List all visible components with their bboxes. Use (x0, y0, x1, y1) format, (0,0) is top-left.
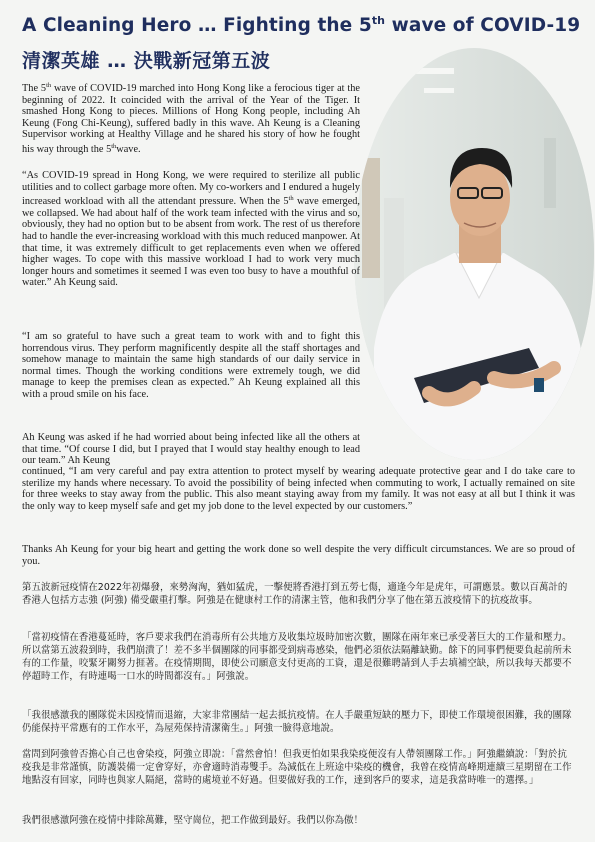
chinese-paragraph-quote-3: 當問到阿強曾否擔心自己也會染疫，阿強立即說：「當然會怕！但我更怕如果我染疫便沒有人帶領團隊工作。」阿強繼續說：「對於抗疫我是非常謹慎，防護裝備一定會穿好，亦會適時消毒雙手。為減低在上班途中染疫的機會，我曾在疫情高峰期連續三星期留在工作地點沒有回家，同時也與家人隔絕，當時的處境並不好過。但要做好我的工作，達到客戶的要求，這是我當時唯一的選擇。」 (22, 749, 572, 786)
title-chinese: 清潔英雄 … 決戰新冠第五波 (22, 50, 271, 72)
english-paragraph-quote-1: “As COVID-19 spread in Hong Kong, we were required to sterilize all public utilities and to collect garbage more often. My co-workers and I endured a hugely increased workload with all the attendant pressure. When the 5th wave emerged, we collapsed. We had about half of the work team infected with the virus and so, obviously, they had no option but to be absent from work. The rest of us therefore had to handle the ever-increasing workload with this much reduced manpower. At that time, it was extremely difficult to get replacements even when we offered higher wages. To cope with this massive workload I had to work very much longer hours and sometimes it seemed I was even too busy to have a mouthful of water.” Ah Keung said. (22, 170, 360, 289)
chinese-paragraph-quote-2: 「我很感激我的團隊從未因疫情而退縮，大家非常團結一起去抵抗疫情。在人手嚴重短缺的壓力下，即使工作環境很困難，我的團隊仍能保持平常應有的工作水平，為屋苑保持清潔衛生。」阿強一臉得意地說。 (22, 710, 572, 734)
english-paragraph-thanks: Thanks Ah Keung for your big heart and getting the work done so well despite the very difficult circumstances. We are so proud of you. (22, 544, 575, 567)
english-paragraph-quote-3-continued: continued, “I am very careful and pay extra attention to protect myself by wearing adequate protective gear and I do take care to sterilize my hands where necessary. To avoid the possibility of being infected when commuting to work, I actually remained on site for three weeks to stay away from the public. This also meant staying away from my family. It was not easy at all but I think it was the only way to keep myself safe and get my job done to the level expected by our customers.” (22, 466, 575, 512)
chinese-paragraph-thanks: 我們很感激阿強在疫情中排除萬難，堅守崗位，把工作做到最好。我們以你為傲！ (22, 815, 364, 826)
portrait-photo (354, 48, 594, 460)
chinese-paragraph-quote-1: 「當初疫情在香港蔓延時，客戶要求我們在消毒所有公共地方及收集垃圾時加密次數，團隊在兩年來已承受著巨大的工作量和壓力。所以當第五波殺到時，我們崩潰了！差不多半個團隊的同事都受到病毒感染，他們必須依法隔離缺勤。餘下的同事們便要負起前所未有的工作量，咬緊牙關努力捱著。在疫情期間，即使公司願意支付更高的工資，還是很難聘請到人手去填補空缺，所以我每天都要不停超時工作，有時連喝一口水的時間都沒有。」阿強說。 (22, 632, 572, 682)
english-paragraph-intro: The 5th wave of COVID-19 marched into Hong Kong like a ferocious tiger at the beginning of 2022. It coincided with the arrival of the Year of the Tiger. It smashed Hong Kong to pieces. Millions of Hong Kong people, including Ah Keung (Fong Chi-Keung), suffered badly in this wave. Ah Keung is a Cleaning Supervisor working at Healthy Village and he shared his story of how he fought his way through the 5thwave. (22, 82, 361, 155)
english-paragraph-quote-3-start: Ah Keung was asked if he had worried about being infected like all the others at that time. “Of course I did, but I prayed that I would stay healthy enough to lead our team.” Ah Keung (22, 432, 360, 467)
portrait-man-icon (354, 48, 594, 460)
english-paragraph-quote-2: “I am so grateful to have such a great team to work with and to fight this horrendous virus. They perform magnificently despite all the staff shortages and somehow manage to maintain the same high standards of our daily service in normal times. Though the working conditions were extremely tough, we did manage to keep the premises clean as expected.” Ah Keung explained all this with a proud smile on his face. (22, 331, 360, 400)
title-english: A Cleaning Hero … Fighting the 5th wave of COVID-19 (22, 14, 581, 36)
chinese-paragraph-intro: 第五波新冠疫情在2022年初爆發，來勢洶洶，猶如猛虎，一擊便將香港打到五勞七傷，適逢今年是虎年，可謂應景。數以百萬計的香港人包括方志強 (阿強) 備受嚴重打擊。阿強是在健康村工作的清潔主管，他和我們分享了他在第五波疫情下的抗疫故事。 (22, 582, 568, 606)
